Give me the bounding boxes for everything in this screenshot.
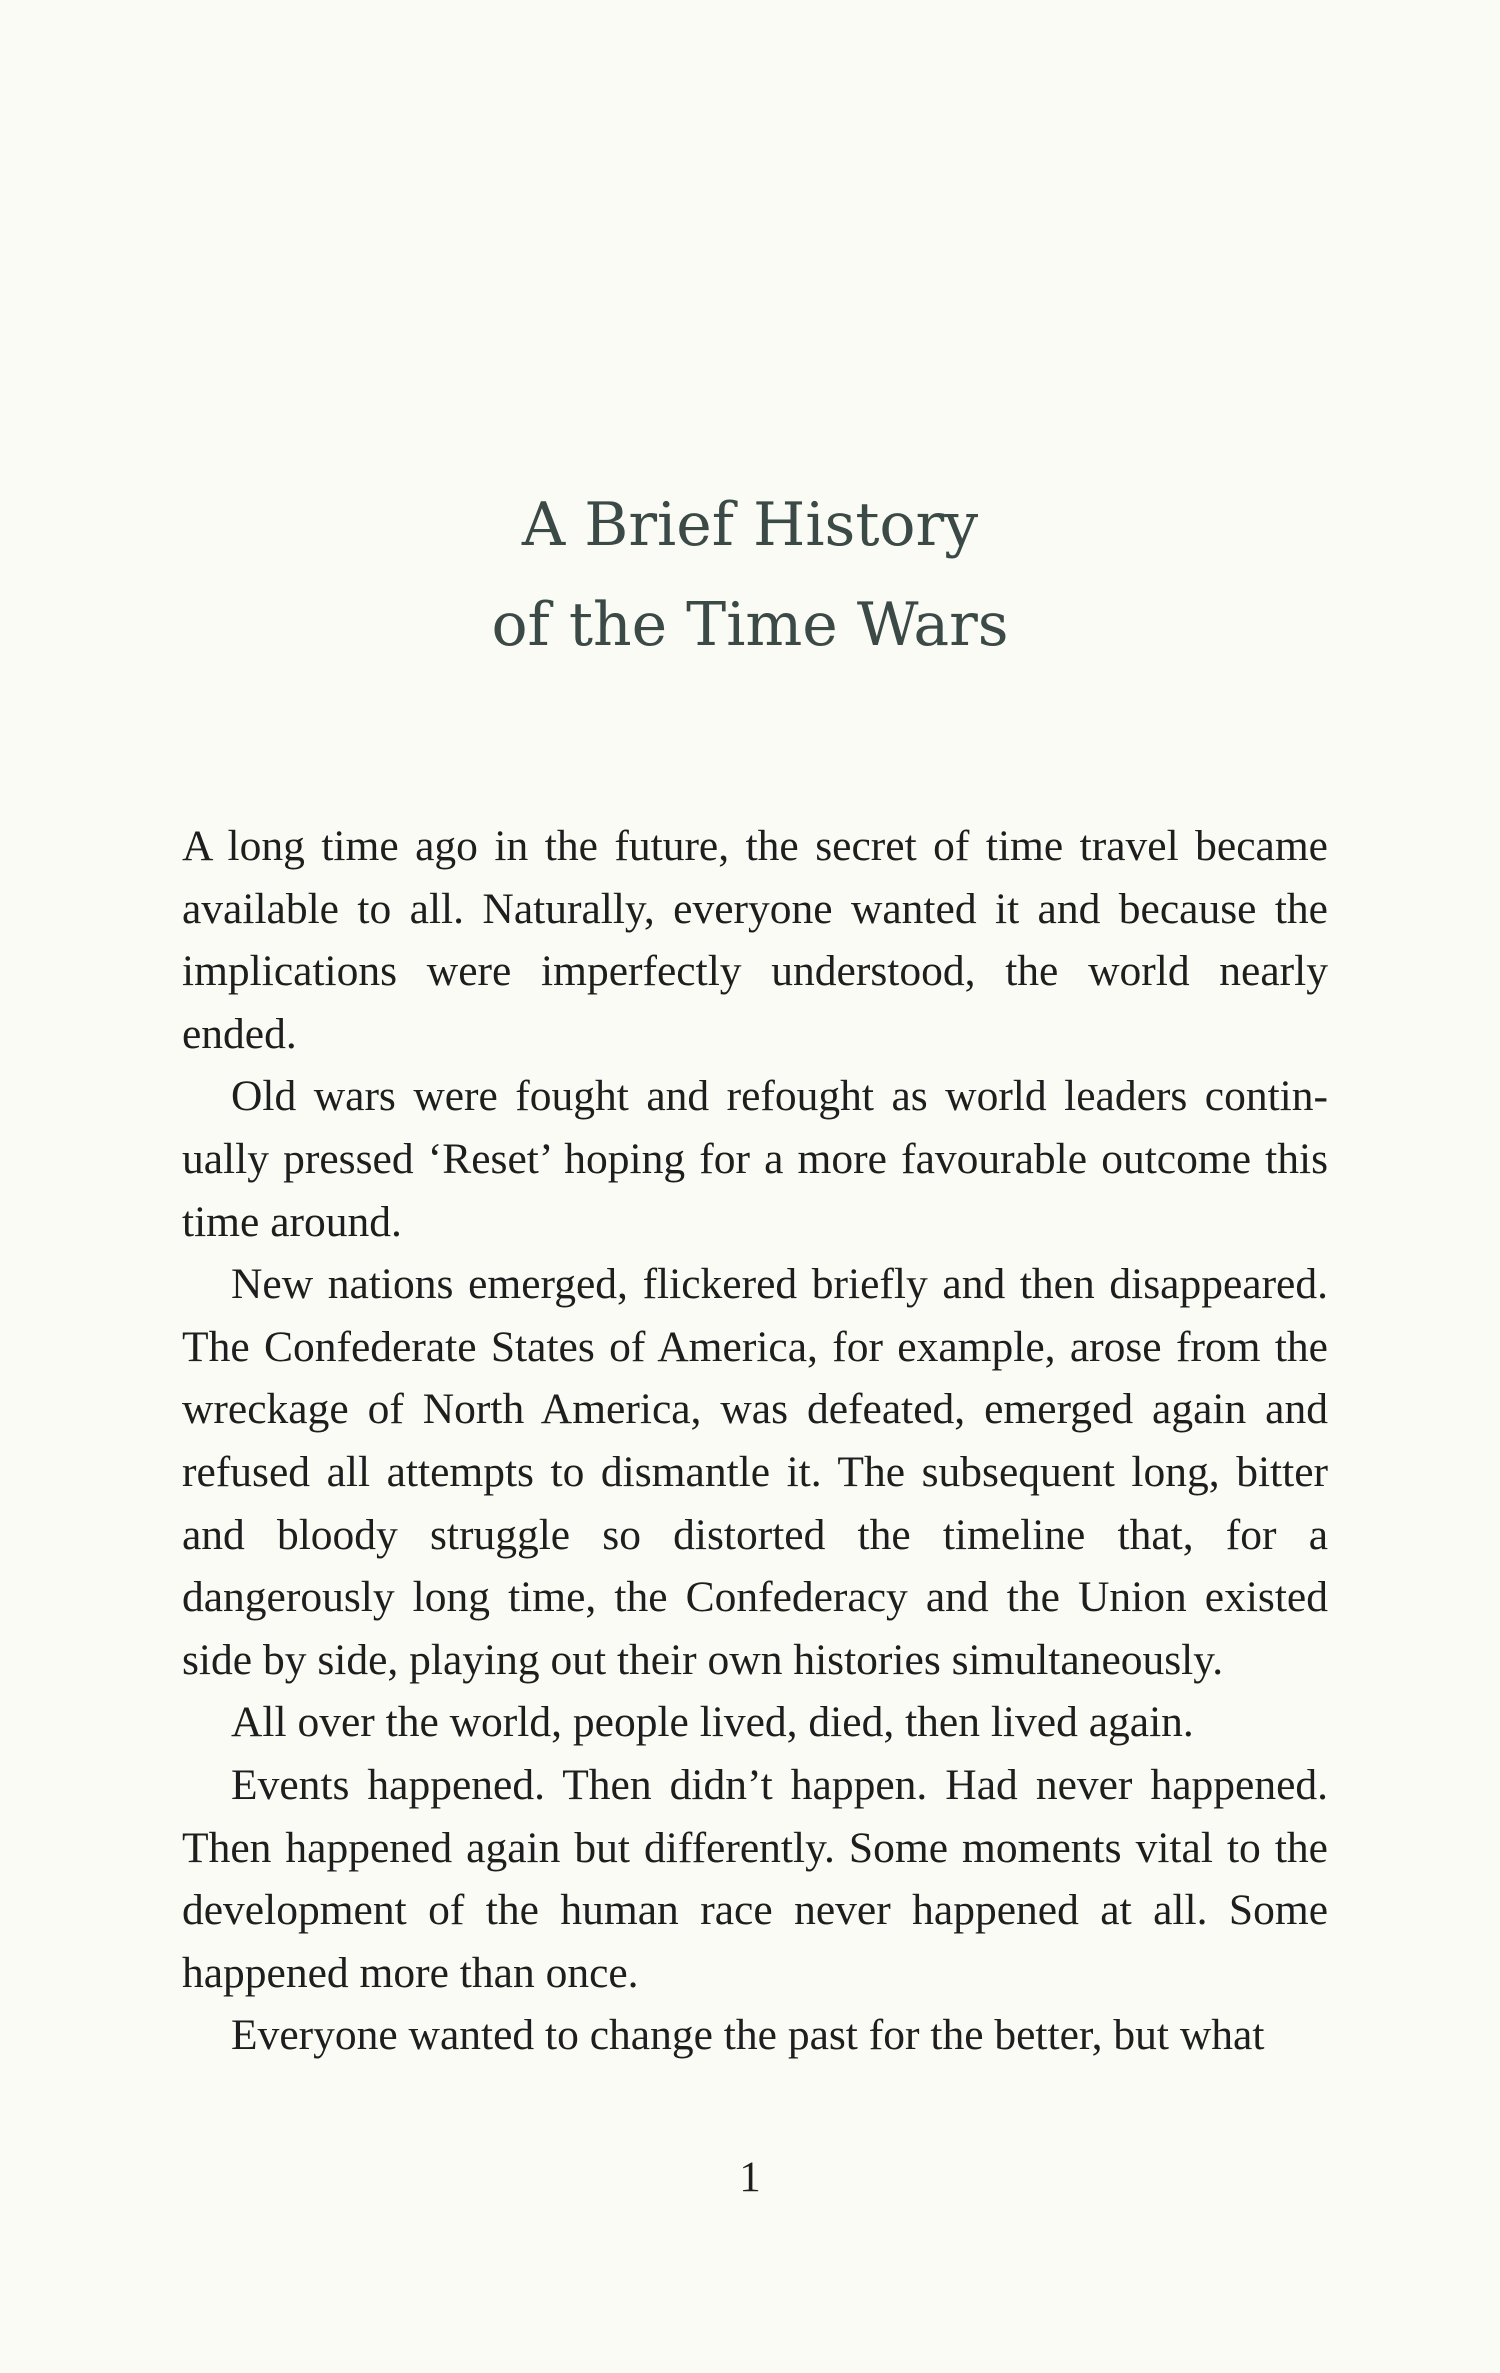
chapter-body (182, 815, 1328, 2067)
paragraph-4: All over the world, people lived, died, then lived again. (231, 1698, 1194, 1747)
paragraph-3: New nations emerged, flickered briefly and then disappeared. The Confederate States of America, for example, arose from the wreckage of North America, was defeated, emerged again and refused all attempts to dismantle it. The subsequent long, bitter and bloody struggle so distorted the timeline that, for a dangerously long time, the Confederacy and the Union existed side by side, playing out their own histories simultaneously. (182, 1260, 1328, 1684)
chapter-title (0, 475, 1500, 675)
chapter-title-line-2: of the Time Wars (491, 590, 1009, 660)
chapter-title-line-1: A Brief History (521, 490, 979, 560)
paragraph-5: Events happened. Then didn’t happen. Had never happened. Then happened again but differently. Some moments vital to the development of the human race never happened at all. Some happened more than once. (182, 1760, 1328, 1997)
page-number: 1 (739, 2154, 761, 2201)
paragraph-6: Everyone wanted to change the past for the better, but what (231, 2011, 1265, 2060)
paragraph-1: A long time ago in the future, the secret of time travel became available to all. Naturally, everyone wanted it and because the implications were imperfectly understood, the world nearly ended. (182, 822, 1328, 1058)
paragraph-2: Old wars were fought and refought as world leaders continually pressed ‘Reset’ hoping for a more favourable outcome this time around. (182, 1072, 1328, 1246)
